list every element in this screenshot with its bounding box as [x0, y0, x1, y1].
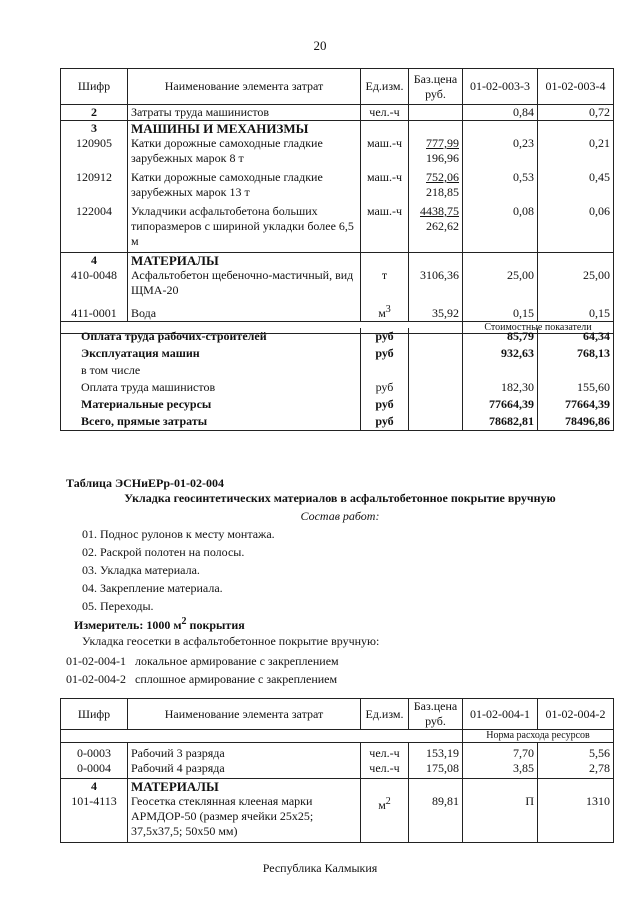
summary-unit: руб [361, 345, 409, 362]
row-name: Вода [128, 302, 361, 322]
row-value-1: П [463, 794, 538, 842]
row-code: 410-0048 [61, 268, 128, 302]
table-row [61, 268, 614, 302]
row-name: Катки дорожные самоходные гладкие зарубежных марок 8 т [128, 136, 361, 170]
row-code: 120912 [61, 170, 128, 204]
variant-item: 01-02-004-1 локальное армирование с закреплением [66, 654, 339, 668]
row-price: 175,08 [409, 761, 463, 779]
summary-unit: руб [361, 413, 409, 430]
summary-unit: руб [361, 396, 409, 413]
table-row [61, 105, 614, 121]
header-code: Шифр [61, 699, 128, 730]
table-id: Таблица ЭСНиЕРр-01-02-004 [66, 476, 225, 490]
header-col-1: 01-02-003-3 [463, 69, 538, 105]
summary-price [409, 379, 463, 396]
summary-value-2: 64,34 [538, 328, 614, 345]
footer-region: Республика Калмыкия [262, 861, 378, 875]
summary-label: Всего, прямые затраты [61, 413, 361, 430]
measure-unit: Измеритель: 1000 $м^2$ покрытия [74, 616, 245, 632]
list-item: 03. Укладка материала. [82, 563, 200, 577]
row-name: Укладчики асфальтобетона больших типоразмеров с шириной укладки более 6,5 м [128, 204, 361, 252]
section-row [61, 252, 614, 268]
list-item: 02. Раскрой полотен на полосы. [82, 545, 245, 559]
row-unit: чел.-ч [361, 761, 409, 779]
summary-unit: руб [361, 379, 409, 396]
section-row [61, 779, 614, 795]
row-value-2: 5,56 [538, 743, 614, 761]
header-unit: Ед.изм. [361, 69, 409, 105]
section-code: 4 [61, 252, 128, 268]
row-name: Затраты труда машинистов [128, 105, 361, 121]
summary-value-2: 78496,86 [538, 413, 614, 430]
row-price: 89,81 [409, 794, 463, 842]
row-code: 2 [61, 105, 128, 121]
header-name: Наименование элемента затрат [128, 69, 361, 105]
row-code: 411-0001 [61, 302, 128, 322]
section-code: 4 [61, 779, 128, 795]
summary-unit [361, 362, 409, 379]
row-value-1: 3,85 [463, 761, 538, 779]
summary-value-2 [538, 362, 614, 379]
norm-caption: Норма расхода ресурсов [463, 730, 614, 743]
summary-value-1: 77664,39 [463, 396, 538, 413]
summary-value-1: 85,79 [463, 328, 538, 345]
row-value-2: 1310 [538, 794, 614, 842]
row-price: 153,19 [409, 743, 463, 761]
row-value-1: 0,15 [463, 302, 538, 322]
row-value-1: 0,84 [463, 105, 538, 121]
list-item: 05. Переходы. [82, 599, 154, 613]
summary-label: Оплата труда машинистов [61, 379, 361, 396]
summary-row [61, 396, 614, 413]
section-row [61, 121, 614, 137]
row-unit: $м^3$ [361, 302, 409, 322]
summary-row [61, 362, 614, 379]
row-code: 0-0004 [61, 761, 128, 779]
row-price: 777,99 196,96 [409, 136, 463, 170]
row-value-2: 0,45 [538, 170, 614, 204]
row-unit: маш.-ч [361, 170, 409, 204]
summary-price [409, 413, 463, 430]
section-title: МАТЕРИАЛЫ [128, 779, 361, 795]
summary-block [60, 328, 613, 431]
section-title: МАШИНЫ И МЕХАНИЗМЫ [128, 121, 361, 137]
list-item: 01. Поднос рулонов к месту монтажа. [82, 527, 275, 541]
row-price: 4438,75 262,62 [409, 204, 463, 252]
header-code: Шифр [61, 69, 128, 105]
summary-value-2: 77664,39 [538, 396, 614, 413]
table-row [61, 302, 614, 322]
table-header-row [61, 69, 614, 105]
row-name: Рабочий 3 разряда [128, 743, 361, 761]
row-code: 120905 [61, 136, 128, 170]
section-title: Укладка геосинтетических материалов в асфальтобетонное покрытие вручную [124, 491, 556, 505]
header-price: Баз.цена руб. [409, 69, 463, 105]
row-name: Асфальтобетон щебеночно-мастичный, вид ЩМА-20 [128, 268, 361, 302]
summary-row [61, 345, 614, 362]
row-value-1: 0,23 [463, 136, 538, 170]
row-code: 0-0003 [61, 743, 128, 761]
row-value-2: 0,72 [538, 105, 614, 121]
section-code: 3 [61, 121, 128, 137]
row-price: 3106,36 [409, 268, 463, 302]
summary-label: Оплата труда рабочих-строителей [61, 328, 361, 345]
row-unit: маш.-ч [361, 204, 409, 252]
row-name: Рабочий 4 разряда [128, 761, 361, 779]
summary-value-2: 155,60 [538, 379, 614, 396]
row-price [409, 105, 463, 121]
row-unit: маш.-ч [361, 136, 409, 170]
row-name: Катки дорожные самоходные гладкие зарубежных марок 13 т [128, 170, 361, 204]
header-unit: Ед.изм. [361, 699, 409, 730]
summary-row [61, 413, 614, 430]
row-value-2: 2,78 [538, 761, 614, 779]
summary-price [409, 362, 463, 379]
summary-row [61, 379, 614, 396]
row-value-2: 0,06 [538, 204, 614, 252]
summary-value-1: 78682,81 [463, 413, 538, 430]
row-unit: т [361, 268, 409, 302]
header-col-2: 01-02-003-4 [538, 69, 614, 105]
cost-table-01-02-003 [60, 68, 614, 334]
step-list [82, 527, 275, 617]
table-row [61, 170, 614, 204]
list-item: 04. Закрепление материала. [82, 581, 223, 595]
summary-value-1: 182,30 [463, 379, 538, 396]
section-title: МАТЕРИАЛЫ [128, 252, 361, 268]
summary-price [409, 345, 463, 362]
summary-value-2: 768,13 [538, 345, 614, 362]
summary-label: Материальные ресурсы [61, 396, 361, 413]
table-row [61, 761, 614, 779]
summary-price [409, 396, 463, 413]
summary-price [409, 328, 463, 345]
summary-unit: руб [361, 328, 409, 345]
row-unit: $м^2$ [361, 794, 409, 842]
header-col-1: 01-02-004-1 [463, 699, 538, 730]
row-value-2: 0,21 [538, 136, 614, 170]
row-value-2: 25,00 [538, 268, 614, 302]
summary-label: Эксплуатация машин [61, 345, 361, 362]
row-code: 122004 [61, 204, 128, 252]
row-price: 752,06 218,85 [409, 170, 463, 204]
page-number: 20 [313, 38, 327, 53]
summary-row [61, 328, 614, 345]
table-row [61, 136, 614, 170]
row-name: Геосетка стеклянная клееная марки АРМДОР-50 (размер ячейки 25х25; 37,5х37,5; 50х50 мм) [128, 794, 361, 842]
summary-label: в том числе [61, 362, 361, 379]
row-value-1: 0,08 [463, 204, 538, 252]
summary-table [60, 328, 614, 431]
norm-caption-row [61, 730, 614, 743]
table-row [61, 204, 614, 252]
section-subtitle: Состав работ: [300, 509, 380, 523]
row-price: 35,92 [409, 302, 463, 322]
header-col-2: 01-02-004-2 [538, 699, 614, 730]
table-row [61, 794, 614, 842]
row-unit: чел.-ч [361, 743, 409, 761]
row-value-1: 25,00 [463, 268, 538, 302]
summary-value-1 [463, 362, 538, 379]
intro-text: Укладка геосетки в асфальтобетонное покрытие вручную: [82, 634, 380, 648]
table-header-row [61, 699, 614, 730]
resource-table-01-02-004 [60, 698, 614, 843]
row-unit: чел.-ч [361, 105, 409, 121]
row-code: 101-4113 [61, 794, 128, 842]
row-value-1: 0,53 [463, 170, 538, 204]
cost-caption: Стоимостные показатели [463, 322, 614, 334]
variant-item: 01-02-004-2 сплошное армирование с закреплением [66, 672, 338, 686]
row-value-2: 0,15 [538, 302, 614, 322]
table-row [61, 743, 614, 761]
row-value-1: 7,70 [463, 743, 538, 761]
summary-value-1: 932,63 [463, 345, 538, 362]
header-price: Баз.цена руб. [409, 699, 463, 730]
header-name: Наименование элемента затрат [128, 699, 361, 730]
